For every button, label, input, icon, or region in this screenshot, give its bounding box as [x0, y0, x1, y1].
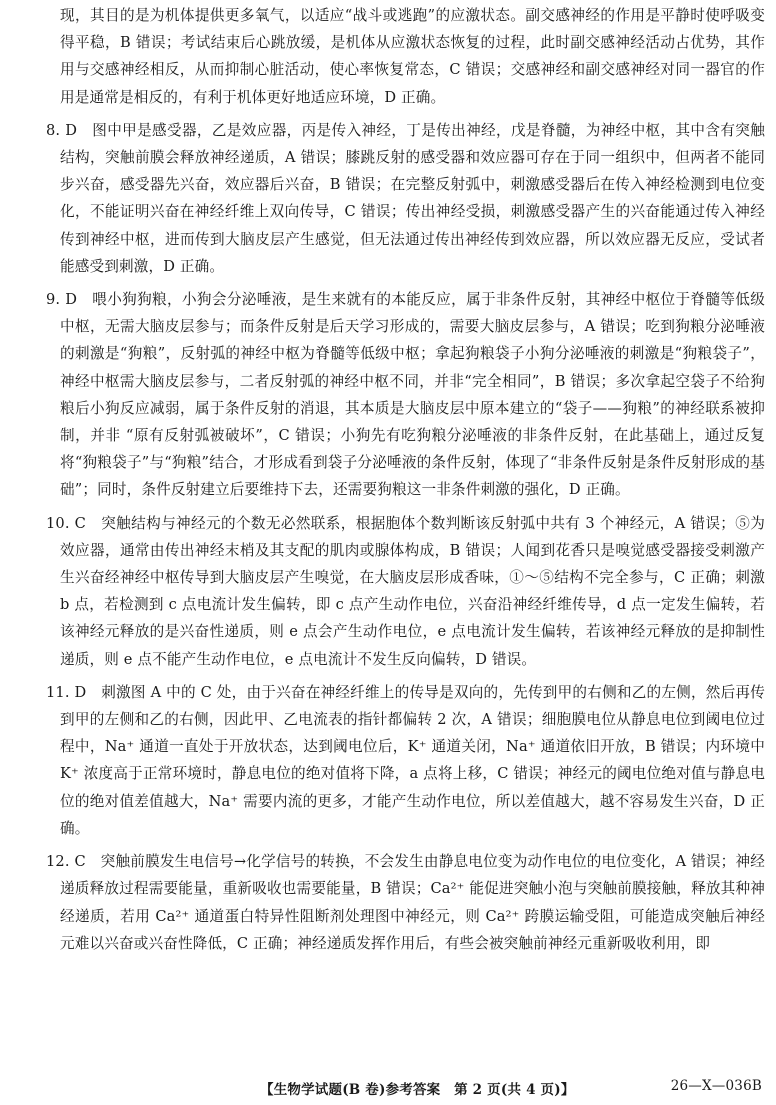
- footer-title: 【生物学试题(B 卷)参考答案 第 2 页(共 4 页)】: [260, 1082, 575, 1098]
- answer-10: 10. C 突触结构与神经元的个数无必然联系，根据胞体个数判断该反射弧中共有 3 个神经元，A 错误；⑤为效应器，通常由传出神经末梢及其支配的肌肉或腺体构成，B 错误；人闻到花香只是嗅觉感受器接受刺激产生兴奋经神经中枢传导到大脑皮层产生嗅觉，在大脑皮层形成香味，①～⑤结构不完全参与，C 正确；刺激 b 点，若检测到 c 点电流计发生偏转，即 c 点产生动作电位，兴奋沿神经纤维传导，d 点一定发生偏转，若该神经元释放的是兴奋性递质，则 e 点会产生动作电位，e 点电流计发生偏转，若该神经元释放的是抑制性递质，则 e 点不能产生动作电位，e 点电流计不发生反向偏转，D 错误。: [46, 514, 765, 668]
- answer-8: 8. D 图中甲是感受器，乙是效应器，丙是传入神经，丁是传出神经，戊是脊髓，为神经中枢，其中含有突触结构，突触前膜会释放神经递质，A 错误；膝跳反射的感受器和效应器可存在于同一组织中，但两者不能同步兴奋，感受器先兴奋，效应器后兴奋，B 错误；在完整反射弧中，刺激感受器后在传入神经检测到电位变化，不能证明兴奋在神经纤维上双向传导，C 错误；传出神经受损，刺激感受器产生的兴奋能通过传入神经传到神经中枢，进而传到大脑皮层产生感觉，但无法通过传出神经传到效应器，所以效应器无反应，受试者能感受到刺激，D 正确。: [46, 121, 765, 275]
- answer-body: [46, 2, 765, 957]
- page-footer: [0, 1074, 776, 1098]
- answer-7-continuation: 现，其目的是为机体提供更多氧气，以适应“战斗或逃跑”的应激状态。副交感神经的作用是平静时使呼吸变得平稳，B 错误；考试结束后心跳放缓，是机体从应激状态恢复的过程，此时副交感神经活动占优势，其作用与交感神经相反，从而抑制心脏活动，使心率恢复常态，C 错误；交感神经和副交感神经对同一器官的作用是通常是相反的，有利于机体更好地适应环境，D 正确。: [60, 7, 765, 106]
- answer-11: 11. D 刺激图 A 中的 C 处，由于兴奋在神经纤维上的传导是双向的，先传到甲的右侧和乙的左侧，然后再传到甲的左侧和乙的右侧，因此甲、乙电流表的指针都偏转 2 次，A 错误；细胞膜电位从静息电位到阈电位过程中，Na⁺ 通道一直处于开放状态，达到阈电位后，K⁺ 通道关闭，Na⁺ 通道依旧开放，B 错误；内环境中 K⁺ 浓度高于正常环境时，静息电位的绝对值将下降，a 点将上移，C 错误；神经元的阈电位绝对值与静息电位的绝对值差值越大，Na⁺ 需要内流的更多，才能产生动作电位，所以差值越大，越不容易发生兴奋，D 正确。: [46, 683, 765, 837]
- answer-9: 9. D 喂小狗狗粮，小狗会分泌唾液，是生来就有的本能反应，属于非条件反射，其神经中枢位于脊髓等低级中枢，无需大脑皮层参与；而条件反射是后天学习形成的，需要大脑皮层参与，A 错误；吃到狗粮分泌唾液的刺激是“狗粮”，反射弧的神经中枢为脊髓等低级中枢；拿起狗粮袋子小狗分泌唾液的刺激是“狗粮袋子”，神经中枢需大脑皮层参与，二者反射弧的神经中枢不同，并非“完全相同”，B 错误；多次拿起空袋子不给狗粮后小狗反应减弱，属于条件反射的消退，其本质是大脑皮层中原本建立的“袋子——狗粮”的神经联系被抑制，并非 “原有反射弧被破坏”，C 错误；小狗先有吃狗粮分泌唾液的非条件反射，在此基础上，通过反复将“狗粮袋子”与“狗粮”结合，才形成看到袋子分泌唾液的条件反射，体现了“非条件反射是条件反射形成的基础”；同时，条件反射建立后要维持下去，还需要狗粮这一非条件刺激的强化，D 正确。: [46, 291, 765, 499]
- footer-code: 26—X—036B: [670, 1078, 762, 1094]
- answer-12: 12. C 突触前膜发生电信号→化学信号的转换，不会发生由静息电位变为动作电位的电位变化，A 错误；神经递质释放过程需要能量，重新吸收也需要能量，B 错误；Ca²⁺ 能促进突触小泡与突触前膜接触，释放其种神经递质，若用 Ca²⁺ 通道蛋白特异性阻断剂处理图中神经元，则 Ca²⁺ 跨膜运输受阻，可能造成突触后神经元难以兴奋或兴奋性降低，C 正确；神经递质发挥作用后，有些会被突触前神经元重新吸收利用，即: [46, 853, 765, 952]
